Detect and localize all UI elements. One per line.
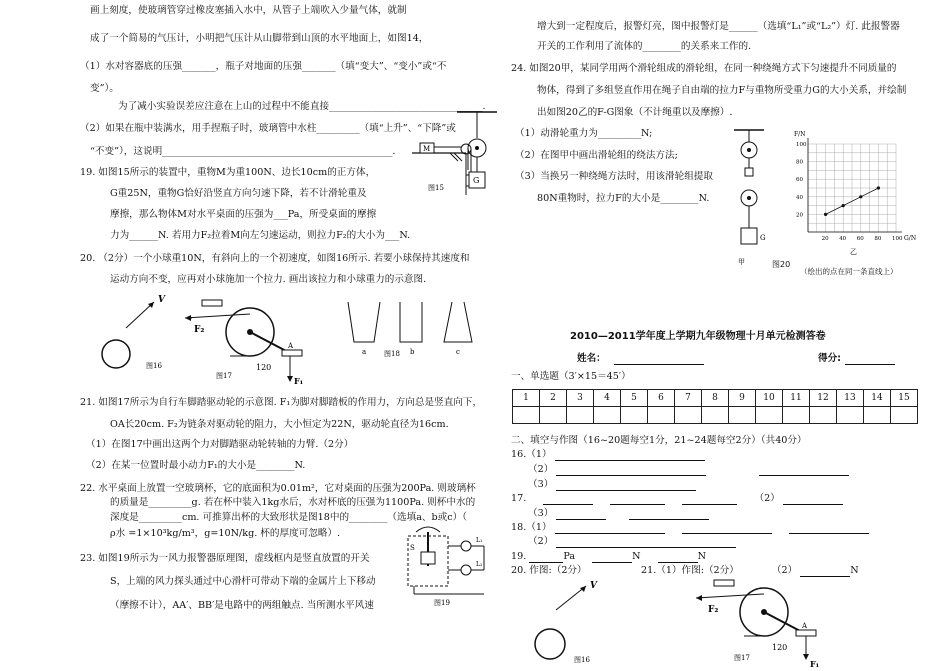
blank-field[interactable] xyxy=(759,465,849,476)
unit-label: N xyxy=(632,551,641,562)
answer-label: （3） xyxy=(528,508,554,519)
figure-caption: 图17 xyxy=(734,654,750,662)
text-line: 的质量是_________g. 若在杯中装入1kg水后，水对杯底的压强为1100Pa. 则杯中水的 xyxy=(110,497,476,508)
answer-20: 20. 作图:（2分） xyxy=(511,565,587,576)
answer-blank-row xyxy=(513,407,918,424)
answer-number-cell: 2 xyxy=(540,390,567,407)
answer-number-cell: 1 xyxy=(513,390,540,407)
answer-label: 17. xyxy=(511,493,527,504)
text-line: 力为______N. 若用力F₂拉着M向左匀速运动，则拉力F₂的大小为___N. xyxy=(110,230,411,241)
y-tick-label: 60 xyxy=(796,177,803,184)
label-f1: F₁ xyxy=(294,376,304,386)
answer-blank-cell[interactable] xyxy=(891,407,918,424)
label-f1: F₁ xyxy=(810,659,820,669)
answer-number-cell: 14 xyxy=(864,390,891,407)
answer-label: 18.（1） xyxy=(511,522,552,533)
y-tick-label: 40 xyxy=(796,194,803,201)
blank-field[interactable] xyxy=(555,450,705,461)
text-line: （1）在图17中画出这两个力对脚踏驱动轮转轴的力臂.（2分） xyxy=(86,439,354,450)
answer-16-3 xyxy=(528,478,696,491)
answer-blank-cell[interactable] xyxy=(837,407,864,424)
x-tick-label: 60 xyxy=(856,236,864,242)
text-line: “不变”），这说明________________________________________________. xyxy=(90,146,396,157)
figure-14 xyxy=(452,110,502,200)
blank-field[interactable] xyxy=(592,552,632,563)
text-line: S，上端的风力探头通过中心滑杆可带动下端的金属片上下移动 xyxy=(110,576,376,587)
label-v: V xyxy=(590,581,597,591)
section-1-title: 一、单选题（3′×15＝45′） xyxy=(511,371,631,382)
answer-label: （2） xyxy=(754,493,780,504)
label-b: b xyxy=(410,348,415,356)
answer-blank-cell[interactable] xyxy=(594,407,621,424)
question-20: 20. （2分）一个小球重10N，有斜向上的一个初速度，如图16所示. 若要小球保持其速度和 xyxy=(80,253,470,264)
label-v: V xyxy=(158,295,165,305)
answer-label: 21.（1）作图:（2分） xyxy=(641,565,739,576)
label-a: A xyxy=(288,342,294,350)
angle-label: 120 xyxy=(256,363,272,372)
blank-field[interactable] xyxy=(543,494,593,505)
answer-number-cell: 15 xyxy=(891,390,918,407)
answer-blank-cell[interactable] xyxy=(729,407,756,424)
text-line: （1）水对容器底的压强_______，瓶子对地面的压强_______（填“变大”、“变小”或“不 xyxy=(80,61,447,72)
text-line: 摩擦，那么物体M对水平桌面的压强为___Pa，所受桌面的摩擦 xyxy=(110,209,377,220)
figure-caption: 图16 xyxy=(146,362,162,370)
blank-field[interactable] xyxy=(658,552,698,563)
text-line: （3）当换另一种绕绳方法时，用该滑轮组提取 xyxy=(515,171,713,182)
label-l1: L₁ xyxy=(476,537,483,544)
x-tick-label: 80 xyxy=(874,236,882,242)
text-line: 物体，得到了多组竖直作用在绳子自由端的拉力F与重物所受重力G的大小关系，并绘制 xyxy=(537,85,907,96)
answer-18 xyxy=(511,521,869,534)
label-s: S xyxy=(410,544,415,552)
label-f2: F₂ xyxy=(194,325,205,335)
y-axis-label: F/N xyxy=(794,131,806,138)
data-point xyxy=(877,186,880,189)
figure-16 xyxy=(96,292,176,382)
answer-16-1 xyxy=(511,448,705,461)
text-line: G重25N，重物G恰好沿竖直方向匀速下降，若不计滑轮重及 xyxy=(110,188,367,199)
answer-blank-cell[interactable] xyxy=(540,407,567,424)
answer-label: 16.（1） xyxy=(511,449,552,460)
label-f2: F₂ xyxy=(708,605,719,615)
text-line: OA长20cm. F₂为链条对驱动轮的阻力，大小恒定为22N，驱动轮直径为16cm. xyxy=(110,419,449,430)
blank-field[interactable] xyxy=(556,480,696,491)
text-line: 变”）。 xyxy=(90,83,119,94)
answer-sheet-title: 2010—2011学年度上学期九年级物理十月单元检测答卷 xyxy=(570,331,826,342)
figure-20-jia xyxy=(724,128,774,268)
name-label: 姓名： xyxy=(577,353,606,364)
figure-caption: 图18 xyxy=(384,350,400,358)
text-line: （摩擦不计），AA′、BB′是电路中的两组触点. 当所测水平风速 xyxy=(110,600,374,611)
y-tick-label: 100 xyxy=(796,142,807,148)
figure-caption: 图20 xyxy=(772,260,791,269)
figure-19 xyxy=(404,522,494,607)
answer-label: （3） xyxy=(528,479,554,490)
blank-field[interactable] xyxy=(556,509,606,520)
score-label: 得分: xyxy=(818,353,842,364)
section-2-title: 二、填空与作图（16~20题每空1分，21~24题每空2分）（共40分） xyxy=(511,435,807,446)
answer-figure-16[interactable] xyxy=(528,578,608,668)
answer-blank-cell[interactable] xyxy=(675,407,702,424)
answer-blank-cell[interactable] xyxy=(648,407,675,424)
x-tick-label: 20 xyxy=(821,236,829,242)
x-tick-label: 100 xyxy=(892,236,903,242)
question-24: 24. 如图20甲，某同学用两个滑轮组成的滑轮组，在同一种绕绳方式下匀速提升不同质量的 xyxy=(511,63,897,74)
answer-figure-17[interactable] xyxy=(690,576,830,671)
data-point xyxy=(842,204,845,207)
text-line: 增大到一定程度后，报警灯亮，图中报警灯是______（选填“L₁”或“L₂”）灯. 此报警器 xyxy=(537,21,900,32)
text-line: 80N重物时，拉力F的大小是________N. xyxy=(537,193,710,204)
label-jia: 甲 xyxy=(738,258,745,266)
answer-grid xyxy=(512,389,918,424)
answer-number-cell: 7 xyxy=(675,390,702,407)
blank-field[interactable] xyxy=(610,494,665,505)
unit-label: Pa xyxy=(563,551,576,562)
name-field[interactable] xyxy=(614,352,704,365)
answer-label: （2） xyxy=(771,565,798,576)
question-19: 19. 如图15所示的装置中，重物M为重100N、边长10cm的正方体， xyxy=(80,167,376,178)
text-line: （2）在图甲中画出滑轮组的绕法方法; xyxy=(515,150,678,161)
text-line: （1）动滑轮重力为_________N; xyxy=(515,128,653,139)
unit-label: N xyxy=(850,565,859,576)
figure-caption: 图16 xyxy=(574,656,590,664)
answer-19 xyxy=(511,550,706,563)
answer-number-cell: 10 xyxy=(756,390,783,407)
text-line: ρ水 =1×10³kg/m³，g=10N/kg. 杯的厚度可忽略）. xyxy=(110,528,341,539)
answer-blank-cell[interactable] xyxy=(756,407,783,424)
label-l2: L₂ xyxy=(476,561,483,568)
figure-caption: 图15 xyxy=(428,184,444,192)
answer-number-row xyxy=(513,390,918,407)
label-c: c xyxy=(456,348,460,356)
text-line: 为了减小实验误差应注意在上山的过程中不能直接________________________________. xyxy=(118,101,486,112)
text-line: 成了一个简易的气压计，小明把气压计从山脚带到山顶的水平地面上，如图14， xyxy=(90,33,429,44)
answer-blank-cell[interactable] xyxy=(567,407,594,424)
angle-label: 120 xyxy=(772,643,788,652)
label-g: G xyxy=(473,176,480,185)
answer-number-cell: 9 xyxy=(729,390,756,407)
figure-18 xyxy=(340,298,485,363)
answer-number-cell: 3 xyxy=(567,390,594,407)
answer-number-cell: 5 xyxy=(621,390,648,407)
text-line: 深度是_________cm. 可推算出杯的大致形状是图18中的________（选填a、b或c）（ xyxy=(110,512,468,523)
answer-number-cell: 6 xyxy=(648,390,675,407)
answer-17 xyxy=(511,492,843,505)
chart-ticks xyxy=(796,142,903,242)
question-21: 21. 如图17所示为自行车脚踏驱动轮的示意图. F₁为脚对脚踏板的作用力，方向总是竖直向下， xyxy=(80,397,483,408)
text-line: （2）如果在瓶中装满水，用手捏瓶子时，玻璃管中水柱_________（填“上升”、“下降”或 xyxy=(80,123,456,134)
text-line: 运动方向不变，应再对小球施加一个拉力. 画出该拉力和小球重力的示意图. xyxy=(110,274,427,285)
figure-20-chart xyxy=(792,128,922,258)
answer-label: （2） xyxy=(528,536,554,547)
label-m: M xyxy=(423,145,431,153)
label-g: G xyxy=(760,234,766,242)
text-line: （2）在某一位置时最小动力F₁的大小是________N. xyxy=(86,460,306,471)
data-point xyxy=(824,213,827,216)
blank-field[interactable] xyxy=(629,509,709,520)
answer-blank-cell[interactable] xyxy=(513,407,540,424)
blank-field[interactable] xyxy=(555,523,665,534)
label-yi: 乙 xyxy=(850,248,857,256)
score-field[interactable] xyxy=(845,352,895,365)
answer-blank-cell[interactable] xyxy=(621,407,648,424)
label-a: A xyxy=(802,622,808,630)
answer-blank-cell[interactable] xyxy=(702,407,729,424)
answer-17-3 xyxy=(528,507,709,520)
data-point xyxy=(859,195,862,198)
blank-field[interactable] xyxy=(789,523,869,534)
answer-number-cell: 8 xyxy=(702,390,729,407)
x-tick-label: 40 xyxy=(839,236,847,242)
y-tick-label: 80 xyxy=(796,159,803,166)
question-23: 23. 如图19所示为一风力报警器原理图，虚线框内是竖直放置的开关 xyxy=(80,553,370,564)
answer-label: 19. xyxy=(511,551,527,562)
answer-number-cell: 11 xyxy=(783,390,810,407)
answer-blank-cell[interactable] xyxy=(810,407,837,424)
chart-grid xyxy=(808,138,902,232)
blank-field[interactable] xyxy=(529,552,563,563)
x-axis-label: G/N xyxy=(904,235,917,242)
blank-field[interactable] xyxy=(556,537,736,548)
figure-caption: 图19 xyxy=(434,599,450,607)
answer-18-2 xyxy=(528,535,736,548)
text-line: 开关的工作利用了流体的________的关系来工作的. xyxy=(537,41,752,52)
answer-number-cell: 4 xyxy=(594,390,621,407)
question-22: 22. 水平桌面上放置一空玻璃杯，它的底面积为0.01m²，它对桌面的压强为200Pa. 则玻璃杯 xyxy=(80,483,476,494)
unit-label: N xyxy=(697,551,707,562)
figure-17 xyxy=(180,296,310,391)
answer-blank-cell[interactable] xyxy=(783,407,810,424)
blank-field[interactable] xyxy=(783,494,843,505)
answer-label: （2） xyxy=(528,464,554,475)
text-line: 出如图20乙的F-G图象（不计绳重以及摩擦）. xyxy=(537,107,733,118)
text-line: 画上刻度，使玻璃管穿过橡皮塞插入水中，从管子上端吹入少量气体，就制 xyxy=(90,5,407,16)
blank-field[interactable] xyxy=(682,523,772,534)
answer-number-cell: 12 xyxy=(810,390,837,407)
figure-note: （绘出的点在同一条直线上） xyxy=(800,267,898,276)
answer-number-cell: 13 xyxy=(837,390,864,407)
figure-caption: 图17 xyxy=(216,372,232,380)
answer-blank-cell[interactable] xyxy=(864,407,891,424)
y-tick-label: 20 xyxy=(796,212,803,219)
blank-field[interactable] xyxy=(556,465,706,476)
answer-16-2 xyxy=(528,463,849,476)
blank-field[interactable] xyxy=(682,494,737,505)
label-a: a xyxy=(362,348,367,356)
